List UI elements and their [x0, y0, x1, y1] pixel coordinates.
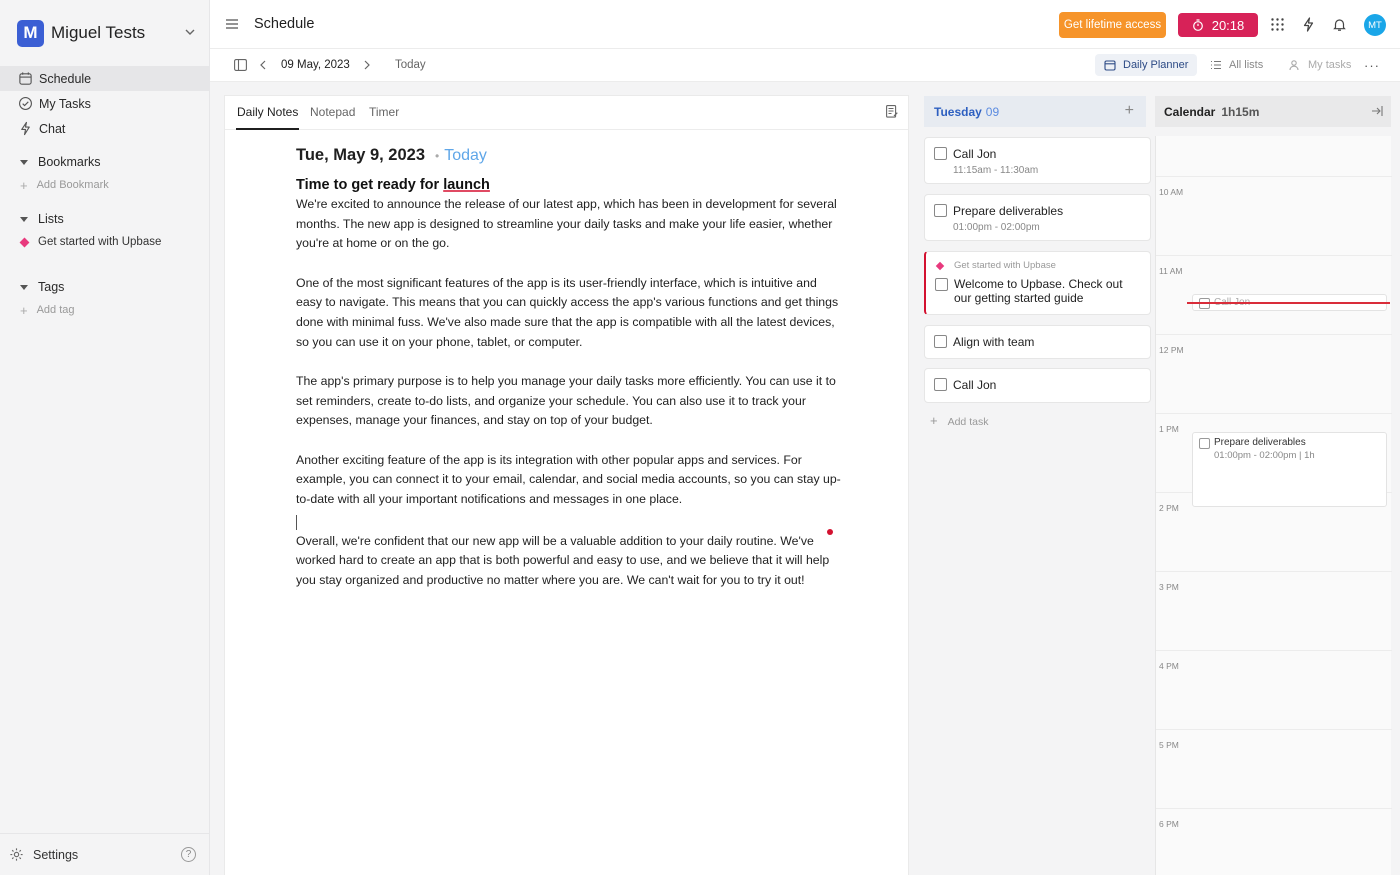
settings-label: Settings	[33, 847, 79, 862]
gear-icon	[9, 847, 24, 862]
note-date: Tue, May 9, 2023	[296, 146, 426, 164]
task-title: Prepare deliverables	[953, 204, 1064, 218]
note-paragraph: We're excited to announce the release of our latest app, which has been in development for several months. The new app is designed to streamline your daily tasks and make your life easier, whether you're at home or on the go.	[296, 197, 837, 251]
hour-line	[1156, 650, 1392, 651]
check-circle-icon	[18, 96, 33, 111]
all-lists-view-button[interactable]	[1201, 54, 1272, 76]
calendar-event[interactable]	[1192, 432, 1387, 507]
note-title-misspelled-word: launch	[443, 177, 490, 193]
nav-item-schedule[interactable]	[0, 66, 209, 91]
event-checkbox[interactable]	[1199, 438, 1210, 449]
top-bar	[210, 0, 1400, 49]
view-label: My tasks	[1308, 59, 1352, 71]
bookmarks-section	[0, 151, 209, 197]
note-paragraph: The app's primary purpose is to help you manage your daily tasks more efficiently. You can use it to set reminders, create to-do lists, and organize your schedule. You can also use it to track your expenses, manage your finances, and stay on top of your budget.	[296, 373, 836, 428]
note-title-text: Time to get ready for	[296, 177, 444, 193]
plus-icon: +	[20, 302, 28, 318]
workspace-switcher[interactable]	[17, 19, 197, 47]
lists-section	[0, 208, 209, 254]
note-paragraph: One of the most significant features of the app is its user-friendly interface, which is intuitive and easy to navigate. This means that you can quickly access the app's various functions and get things done with minimal fuss. We've also made sure that the app is compatible with all the latest devices, so you can use it on your phone, tablet, or computer.	[296, 275, 839, 349]
lightning-icon	[18, 121, 33, 136]
task-time: 01:00pm - 02:00pm	[953, 222, 1040, 233]
hour-line	[1156, 176, 1392, 177]
task-checkbox[interactable]	[934, 147, 947, 160]
hour-line	[1156, 413, 1392, 414]
note-paragraph: Another exciting feature of the app is its integration with other popular apps and services. For example, you can connect it to your email, calendar, and social media accounts, so you can stay up-to-date with all your important notifications and messages in one place.	[296, 452, 841, 506]
page-title: Schedule	[254, 16, 315, 32]
plus-icon: +	[20, 177, 28, 193]
nav-item-chat[interactable]	[0, 116, 209, 141]
hour-label: 5 PM	[1159, 740, 1179, 750]
notes-tabs	[225, 96, 908, 130]
hour-label: 1 PM	[1159, 424, 1179, 434]
hour-line	[1156, 808, 1392, 809]
nav-item-label: My Tasks	[39, 96, 91, 111]
chevron-down-icon[interactable]	[183, 25, 197, 39]
chevron-left-icon[interactable]	[259, 59, 267, 71]
task-card[interactable]	[924, 368, 1151, 403]
collapse-panel-icon[interactable]	[1371, 105, 1383, 117]
calendar-icon	[18, 71, 33, 86]
plus-icon: +	[930, 413, 938, 428]
hour-line	[1156, 571, 1392, 572]
task-time: 11:15am - 11:30am	[953, 165, 1039, 176]
task-checkbox[interactable]	[934, 378, 947, 391]
workspace-name: Miguel Tests	[51, 23, 146, 42]
event-title: Prepare deliverables	[1214, 437, 1306, 448]
task-checkbox[interactable]	[935, 278, 948, 291]
text-cursor	[296, 515, 297, 530]
nav-item-my-tasks[interactable]	[0, 91, 209, 116]
add-task-label: Add task	[947, 416, 989, 428]
settings-button[interactable]	[0, 833, 209, 875]
stopwatch-icon	[1192, 19, 1204, 31]
lists-heading-label: Lists	[38, 212, 64, 226]
tab-notepad[interactable]: Notepad	[310, 105, 356, 119]
add-tag-button[interactable]	[0, 298, 209, 322]
nav-item-label: Schedule	[39, 71, 92, 86]
get-lifetime-access-button[interactable]: Get lifetime access	[1059, 12, 1166, 38]
today-badge-label: Today	[444, 147, 487, 164]
sidebar	[0, 0, 210, 875]
caret-down-icon	[20, 160, 28, 165]
list-item-label: Get started with Upbase	[38, 236, 162, 248]
task-card[interactable]	[924, 325, 1151, 359]
task-title: Call Jon	[953, 378, 997, 392]
tags-heading-label: Tags	[38, 280, 65, 294]
caret-down-icon	[20, 285, 28, 290]
hour-label: 2 PM	[1159, 503, 1179, 513]
workspace-logo: M	[17, 20, 44, 47]
users-icon	[1289, 59, 1301, 71]
task-checkbox[interactable]	[934, 335, 947, 348]
tab-daily-notes[interactable]: Daily Notes	[237, 105, 299, 119]
calendar-header	[1155, 96, 1391, 127]
my-tasks-view-button[interactable]	[1280, 54, 1360, 76]
day-column-header	[924, 96, 1146, 127]
date-toolbar	[210, 49, 1400, 82]
current-date[interactable]: 09 May, 2023	[281, 59, 350, 71]
note-date-heading	[296, 146, 841, 168]
calendar-title: Calendar	[1164, 104, 1216, 119]
diamond-icon	[20, 237, 30, 247]
hour-label: 12 PM	[1159, 345, 1184, 355]
sidebar-toggle-icon[interactable]	[234, 59, 247, 71]
hour-line	[1156, 334, 1392, 335]
day-number: 09	[985, 104, 1000, 119]
daily-planner-view-button[interactable]	[1095, 54, 1197, 76]
apps-grid-icon[interactable]	[1270, 17, 1285, 32]
diamond-icon	[936, 262, 944, 270]
notes-panel	[224, 95, 909, 875]
bookmarks-heading-label: Bookmarks	[38, 155, 101, 169]
task-card[interactable]	[924, 194, 1151, 241]
add-task-plus-icon[interactable]: +	[1124, 102, 1134, 119]
task-card[interactable]	[924, 251, 1151, 315]
recording-indicator	[827, 529, 833, 535]
lists-heading[interactable]	[0, 208, 209, 230]
today-badge: • Today	[435, 147, 487, 164]
hour-label: 11 AM	[1159, 266, 1183, 276]
add-tag-label: Add tag	[36, 304, 75, 316]
note-editor[interactable]	[296, 146, 841, 591]
help-icon[interactable]: ?	[181, 847, 196, 862]
tags-heading[interactable]	[0, 276, 209, 298]
nav-item-label: Chat	[39, 121, 66, 136]
active-tab-indicator	[236, 128, 299, 130]
event-time: 01:00pm - 02:00pm | 1h	[1214, 450, 1315, 461]
view-label: Daily Planner	[1123, 59, 1189, 71]
add-bookmark-label: Add Bookmark	[36, 179, 109, 191]
avatar[interactable]: MT	[1364, 14, 1386, 36]
list-icon	[1210, 59, 1222, 71]
task-title: Call Jon	[953, 147, 997, 161]
list-item-get-started[interactable]	[0, 230, 209, 254]
hour-line	[1156, 729, 1392, 730]
calendar-duration: 1h15m	[1221, 104, 1260, 119]
more-options-icon[interactable]: ···	[1364, 58, 1380, 73]
caret-down-icon	[20, 217, 28, 222]
task-title: Welcome to Upbase. Check out our getting started guide	[954, 277, 1123, 305]
hour-label: 4 PM	[1159, 661, 1179, 671]
hour-label: 6 PM	[1159, 819, 1179, 829]
hour-line	[1156, 255, 1392, 256]
current-time-indicator	[1187, 302, 1390, 304]
hour-label: 10 AM	[1159, 187, 1184, 197]
hour-label: 3 PM	[1159, 582, 1179, 592]
chevron-right-icon[interactable]	[363, 59, 371, 71]
task-title: Align with team	[953, 335, 1035, 349]
task-list-name: Get started with Upbase	[954, 260, 1056, 271]
timer-button[interactable]	[1178, 13, 1258, 37]
note-paragraph: Overall, we're confident that our new app will be a valuable addition to your daily routine. We've worked hard to create an app that is both powerful and easy to use, and we believe that it will help you stay organized and productive no matter where you are. We can't wait for you to try it out!	[296, 533, 830, 588]
view-label: All lists	[1229, 59, 1264, 71]
add-bookmark-button[interactable]	[0, 173, 209, 197]
task-card[interactable]	[924, 137, 1151, 184]
bell-icon[interactable]	[1332, 17, 1347, 32]
note-edit-icon[interactable]	[886, 105, 898, 118]
tags-section	[0, 276, 209, 322]
calendar-grid[interactable]	[1155, 136, 1391, 875]
day-weekday: Tuesday	[934, 104, 982, 119]
calendar-icon	[1104, 59, 1116, 71]
note-title	[296, 177, 841, 193]
bookmarks-heading[interactable]	[0, 151, 209, 173]
add-task-button[interactable]	[930, 413, 988, 428]
hamburger-menu-icon[interactable]	[226, 18, 238, 30]
lightning-icon[interactable]	[1301, 17, 1316, 32]
today-button[interactable]: Today	[395, 59, 426, 71]
tab-timer[interactable]: Timer	[369, 105, 400, 119]
task-checkbox[interactable]	[934, 204, 947, 217]
timer-value: 20:18	[1211, 17, 1245, 33]
main-nav	[0, 66, 209, 141]
